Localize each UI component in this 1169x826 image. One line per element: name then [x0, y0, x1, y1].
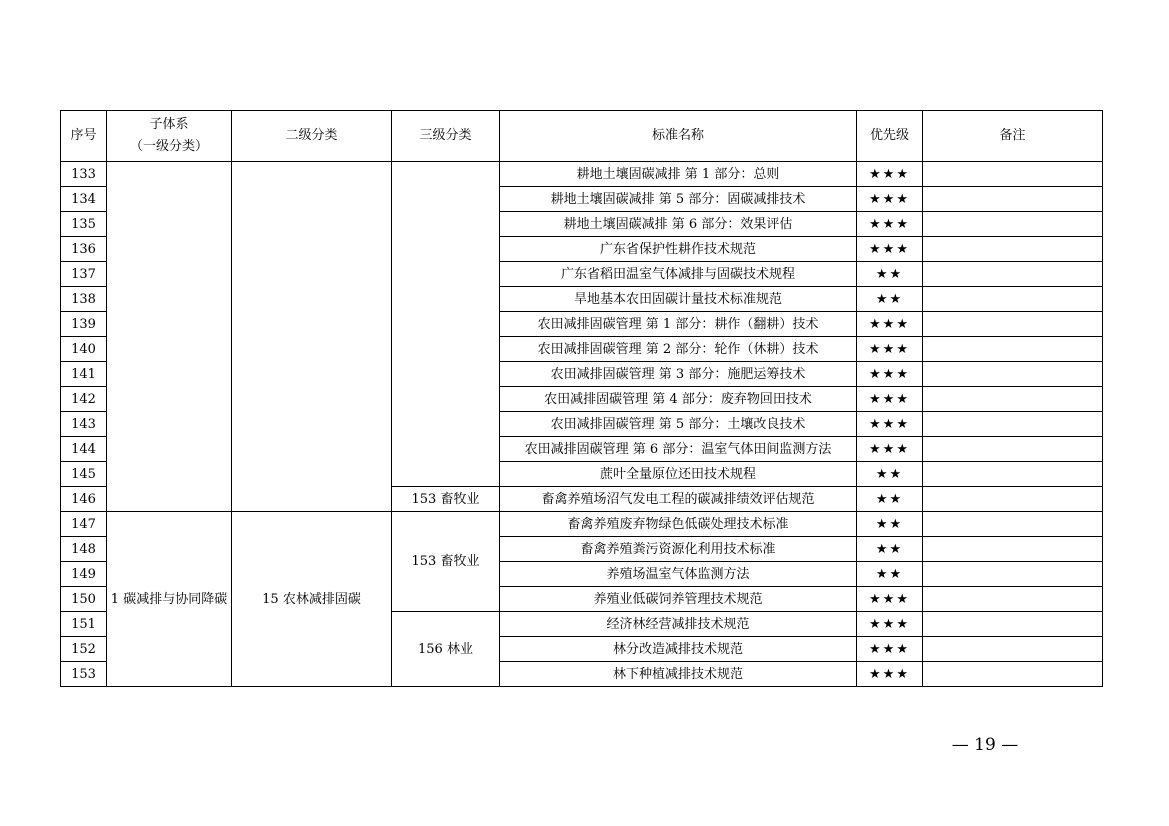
row-priority: ★★ — [857, 287, 923, 312]
row-remark — [923, 237, 1103, 262]
row-priority: ★★★ — [857, 637, 923, 662]
row-seq: 152 — [61, 637, 107, 662]
row-remark — [923, 412, 1103, 437]
row-seq: 141 — [61, 362, 107, 387]
row-seq: 153 — [61, 662, 107, 687]
row-remark — [923, 562, 1103, 587]
row-remark — [923, 487, 1103, 512]
row-standard-name: 旱地基本农田固碳计量技术标准规范 — [500, 287, 857, 312]
table-row — [61, 512, 1103, 537]
row-seq: 140 — [61, 337, 107, 362]
row-priority: ★★★ — [857, 412, 923, 437]
row-standard-name: 耕地土壤固碳减排 第 1 部分：总则 — [500, 162, 857, 187]
header-seq: 序号 — [61, 111, 107, 162]
header-standard-name: 标准名称 — [500, 111, 857, 162]
row-remark — [923, 287, 1103, 312]
row-seq: 139 — [61, 312, 107, 337]
row-seq: 143 — [61, 412, 107, 437]
row-priority: ★★★ — [857, 612, 923, 637]
row-remark — [923, 587, 1103, 612]
row-standard-name: 农田减排固碳管理 第 1 部分：耕作（翻耕）技术 — [500, 312, 857, 337]
row-standard-name: 广东省稻田温室气体减排与固碳技术规程 — [500, 262, 857, 287]
row-seq: 138 — [61, 287, 107, 312]
header-subsystem-line2: （一级分类） — [129, 139, 208, 154]
header-level2: 二级分类 — [232, 111, 392, 162]
row-priority: ★★ — [857, 562, 923, 587]
row-remark — [923, 262, 1103, 287]
row-seq: 147 — [61, 512, 107, 537]
row-seq: 134 — [61, 187, 107, 212]
row-standard-name: 耕地土壤固碳减排 第 5 部分：固碳减排技术 — [500, 187, 857, 212]
row-remark — [923, 637, 1103, 662]
row-priority: ★★ — [857, 462, 923, 487]
row-seq: 142 — [61, 387, 107, 412]
row-standard-name: 农田减排固碳管理 第 2 部分：轮作（休耕）技术 — [500, 337, 857, 362]
row-standard-name: 林分改造减排技术规范 — [500, 637, 857, 662]
row-seq: 150 — [61, 587, 107, 612]
row-priority: ★★★ — [857, 312, 923, 337]
row-priority: ★★★ — [857, 162, 923, 187]
table-header-row — [61, 111, 1103, 162]
row-priority: ★★ — [857, 537, 923, 562]
row-priority: ★★★ — [857, 587, 923, 612]
row-remark — [923, 187, 1103, 212]
row-standard-name: 农田减排固碳管理 第 4 部分：废弃物回田技术 — [500, 387, 857, 412]
level2-cell: 15 农林减排固碳 — [232, 512, 392, 687]
row-standard-name: 畜禽养殖场沼气发电工程的碳减排绩效评估规范 — [500, 487, 857, 512]
header-remarks: 备注 — [923, 111, 1103, 162]
row-priority: ★★★ — [857, 437, 923, 462]
level3-cell-livestock-a: 153 畜牧业 — [392, 487, 500, 512]
page-number: — 19 — — [951, 735, 1019, 755]
row-remark — [923, 387, 1103, 412]
row-standard-name: 农田减排固碳管理 第 5 部分：土壤改良技术 — [500, 412, 857, 437]
row-remark — [923, 612, 1103, 637]
row-standard-name: 畜禽养殖废弃物绿色低碳处理技术标准 — [500, 512, 857, 537]
level3-cell-livestock-b: 153 畜牧业 — [392, 512, 500, 612]
row-standard-name: 养殖场温室气体监测方法 — [500, 562, 857, 587]
row-standard-name: 畜禽养殖粪污资源化利用技术标准 — [500, 537, 857, 562]
row-seq: 137 — [61, 262, 107, 287]
level2-cell-empty — [232, 162, 392, 512]
row-remark — [923, 437, 1103, 462]
row-remark — [923, 312, 1103, 337]
row-standard-name: 经济林经营减排技术规范 — [500, 612, 857, 637]
row-priority: ★★ — [857, 262, 923, 287]
row-remark — [923, 537, 1103, 562]
row-remark — [923, 362, 1103, 387]
row-seq: 144 — [61, 437, 107, 462]
row-standard-name: 蔗叶全量原位还田技术规程 — [500, 462, 857, 487]
row-remark — [923, 337, 1103, 362]
row-remark — [923, 662, 1103, 687]
standards-table — [60, 110, 1103, 687]
row-seq: 151 — [61, 612, 107, 637]
row-remark — [923, 512, 1103, 537]
row-remark — [923, 162, 1103, 187]
row-priority: ★★★ — [857, 337, 923, 362]
subsystem-cell-empty — [107, 162, 232, 512]
row-remark — [923, 462, 1103, 487]
row-standard-name: 农田减排固碳管理 第 3 部分：施肥运筹技术 — [500, 362, 857, 387]
row-seq: 133 — [61, 162, 107, 187]
row-standard-name: 农田减排固碳管理 第 6 部分：温室气体田间监测方法 — [500, 437, 857, 462]
row-seq: 149 — [61, 562, 107, 587]
row-standard-name: 耕地土壤固碳减排 第 6 部分：效果评估 — [500, 212, 857, 237]
row-standard-name: 广东省保护性耕作技术规范 — [500, 237, 857, 262]
row-priority: ★★★ — [857, 662, 923, 687]
row-priority: ★★★ — [857, 387, 923, 412]
row-seq: 136 — [61, 237, 107, 262]
row-standard-name: 林下种植减排技术规范 — [500, 662, 857, 687]
header-subsystem-line1: 子体系 — [149, 117, 189, 132]
level3-cell-empty — [392, 162, 500, 487]
row-priority: ★★★ — [857, 187, 923, 212]
row-standard-name: 养殖业低碳饲养管理技术规范 — [500, 587, 857, 612]
level3-cell-forestry: 156 林业 — [392, 612, 500, 687]
row-priority: ★★★ — [857, 362, 923, 387]
row-priority: ★★ — [857, 487, 923, 512]
row-priority: ★★ — [857, 512, 923, 537]
table-row — [61, 162, 1103, 187]
row-seq: 135 — [61, 212, 107, 237]
header-priority: 优先级 — [857, 111, 923, 162]
row-seq: 145 — [61, 462, 107, 487]
header-subsystem — [107, 111, 232, 162]
header-level3: 三级分类 — [392, 111, 500, 162]
row-seq: 146 — [61, 487, 107, 512]
subsystem-cell: 1 碳减排与协同降碳 — [107, 512, 232, 687]
row-priority: ★★★ — [857, 237, 923, 262]
row-priority: ★★★ — [857, 212, 923, 237]
row-seq: 148 — [61, 537, 107, 562]
row-remark — [923, 212, 1103, 237]
